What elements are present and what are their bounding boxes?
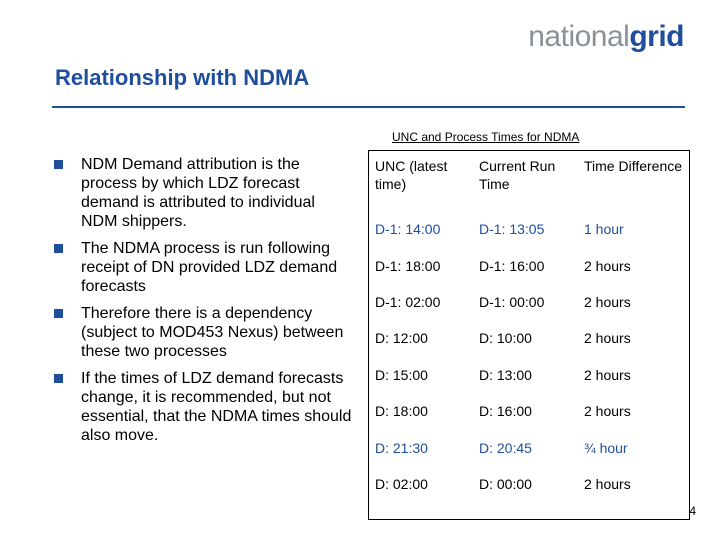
header-unc-latest-time: UNC (latest time) [375,158,448,192]
cell-unc-time: D: 02:00 [375,475,428,492]
cell-unc-time: D: 18:00 [375,403,428,420]
table-row [369,466,689,502]
slide-title: Relationship with NDMA [55,65,310,90]
bullet-list [52,155,352,453]
logo-text-national: national [528,20,630,53]
cell-unc-time: D-1: 14:00 [375,221,441,238]
cell-difference: 2 hours [584,475,631,492]
cell-run-time: D-1: 00:00 [479,293,545,310]
header-time-difference: Time Difference [584,158,683,174]
cell-run-time: D: 00:00 [479,475,532,492]
cell-run-time: D: 13:00 [479,366,532,383]
cell-difference: 2 hours [584,403,631,420]
table-header-row [369,151,689,211]
table-row [369,247,689,283]
cell-difference: 2 hours [584,330,631,347]
bullet-text: The NDMA process is run following receipt of DN provided LDZ demand forecasts [81,240,338,295]
cell-run-time: D-1: 16:00 [479,257,545,274]
table-caption: UNC and Process Times for NDMA [392,130,580,144]
header-current-run-time: Current Run Time [479,158,556,192]
table-row [369,429,689,465]
cell-difference: 2 hours [584,293,631,310]
bullet-item [52,304,352,361]
bullet-item [52,155,352,231]
page-number: 4 [689,504,696,518]
times-table [368,150,690,520]
cell-run-time: D-1: 13:05 [479,221,545,238]
cell-difference: ¾ hour [584,439,628,456]
cell-run-time: D: 20:45 [479,439,532,456]
cell-unc-time: D-1: 18:00 [375,257,441,274]
cell-unc-time: D-1: 02:00 [375,293,441,310]
square-bullet-icon [54,160,63,169]
logo-text-grid: grid [629,20,684,53]
cell-unc-time: D: 12:00 [375,330,428,347]
square-bullet-icon [54,374,63,383]
title-divider [52,106,685,108]
bullet-text: If the times of LDZ demand forecasts change, it is recommended, but not essential, that the NDMA times should also move. [81,370,352,444]
cell-difference: 1 hour [584,221,624,238]
square-bullet-icon [54,309,63,318]
cell-unc-time: D: 15:00 [375,366,428,383]
bullet-text: NDM Demand attribution is the process by which LDZ forecast demand is attributed to individual NDM shippers. [81,156,315,230]
table-row [369,284,689,320]
cell-difference: 2 hours [584,366,631,383]
table-row [369,393,689,429]
bullet-item [52,239,352,296]
cell-difference: 2 hours [584,257,631,274]
cell-run-time: D: 10:00 [479,330,532,347]
bullet-text: Therefore there is a dependency (subject to MOD453 Nexus) between these two processes [81,305,344,360]
cell-unc-time: D: 21:30 [375,439,428,456]
table-row [369,320,689,356]
table-row [369,357,689,393]
bullet-item [52,369,352,445]
table-row [369,211,689,247]
square-bullet-icon [54,244,63,253]
cell-run-time: D: 16:00 [479,403,532,420]
national-grid-logo [528,22,684,52]
